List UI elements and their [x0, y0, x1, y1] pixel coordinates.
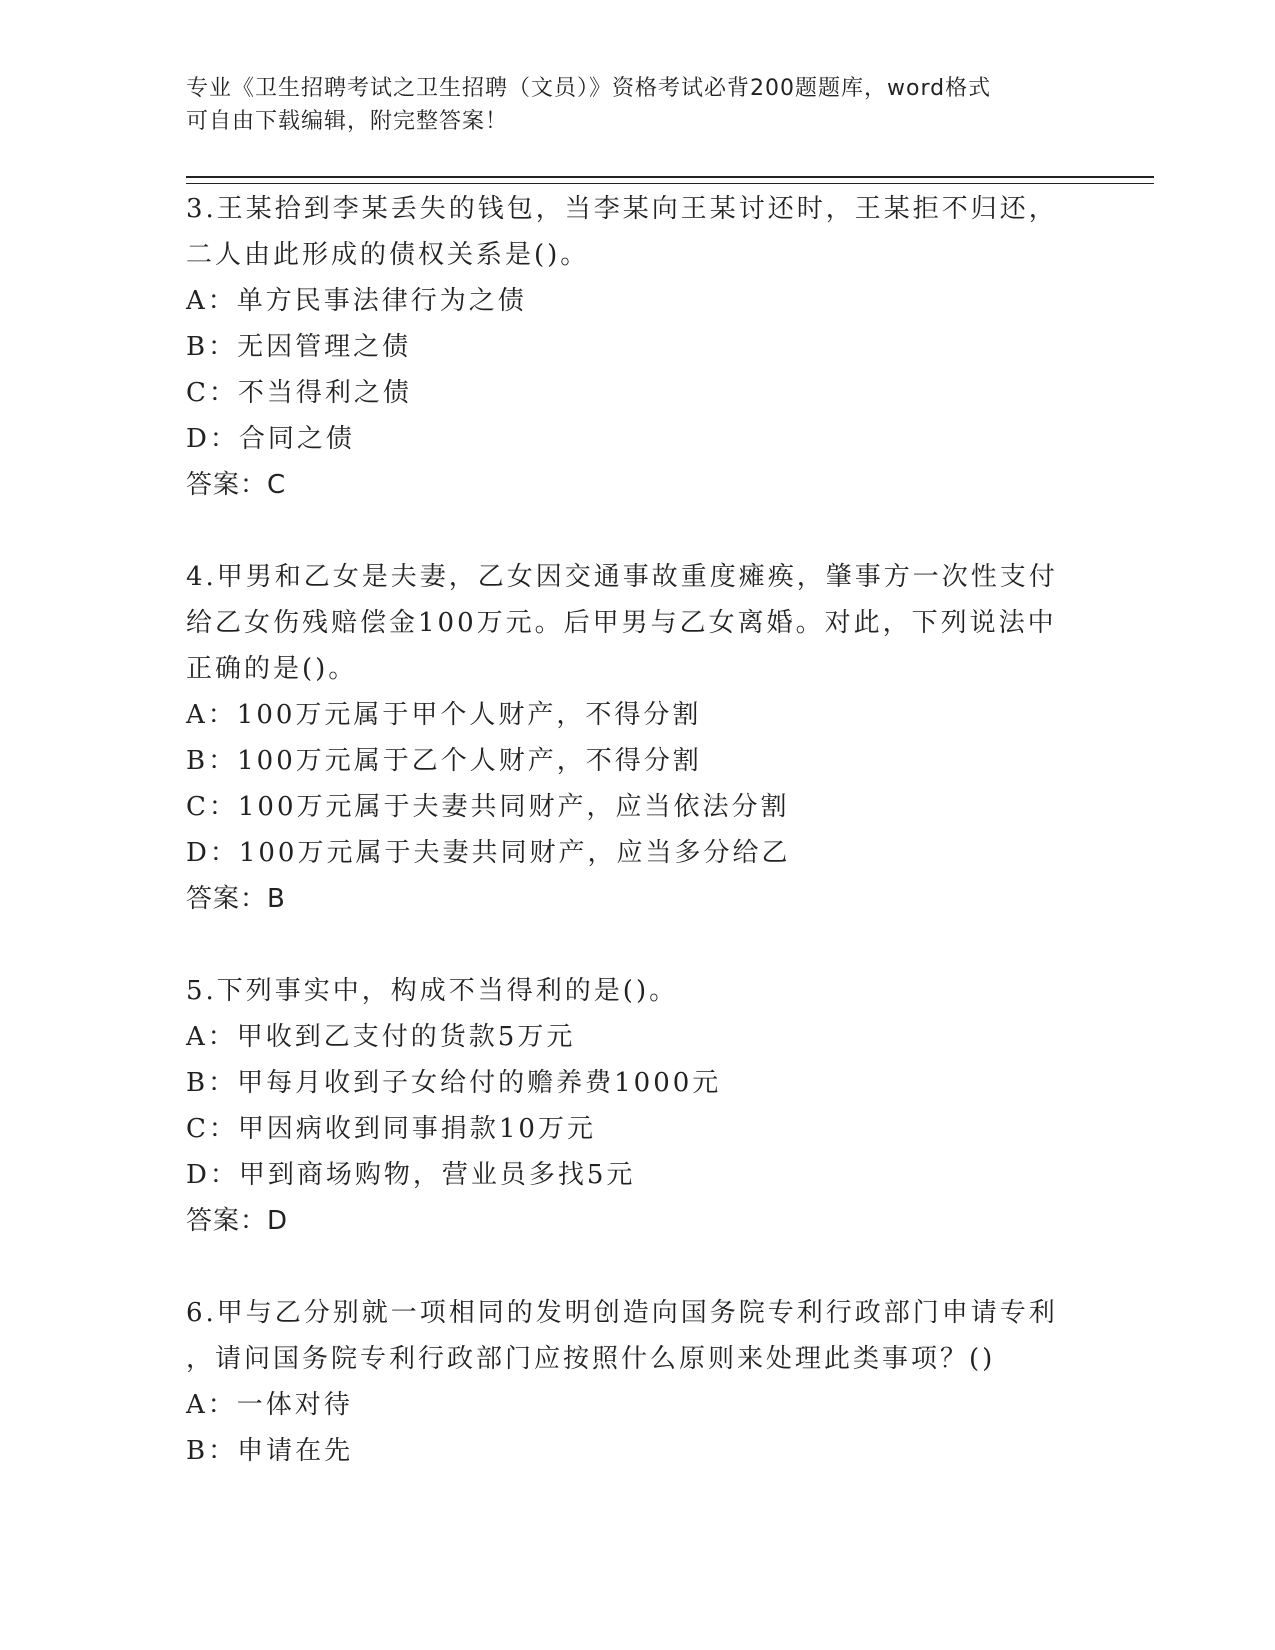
option-d: D：甲到商场购物，营业员多找5元 — [186, 1160, 636, 1190]
document-header — [186, 72, 1066, 138]
header-line-2: 可自由下载编辑，附完整答案！ — [186, 109, 509, 134]
option-b: B：无因管理之债 — [186, 332, 412, 362]
answer: 答案：B — [186, 884, 286, 914]
question-list — [186, 186, 1086, 1520]
question-text: 正确的是()。 — [186, 654, 358, 684]
question-6 — [186, 1290, 1086, 1474]
question-text: 4.甲男和乙女是夫妻，乙女因交通事故重度瘫痪，肇事方一次性支付 — [186, 562, 1058, 592]
header-line-1: 专业《卫生招聘考试之卫生招聘（文员）》资格考试必背200题题库，word格式 — [186, 76, 992, 101]
option-b: B：申请在先 — [186, 1436, 354, 1466]
question-4 — [186, 554, 1086, 922]
option-b: B：甲每月收到子女给付的赡养费1000元 — [186, 1068, 722, 1098]
question-5 — [186, 968, 1086, 1244]
question-text: 5.下列事实中，构成不当得利的是()。 — [186, 976, 679, 1006]
option-a: A：单方民事法律行为之债 — [186, 286, 527, 316]
answer: 答案：C — [186, 470, 287, 500]
option-a: A：100万元属于甲个人财产，不得分割 — [186, 700, 702, 730]
option-c: C：100万元属于夫妻共同财产，应当依法分割 — [186, 792, 790, 822]
option-d: D：合同之债 — [186, 424, 355, 454]
question-text: 3.王某拾到李某丢失的钱包，当李某向王某讨还时，王某拒不归还， — [186, 194, 1058, 224]
answer: 答案：D — [186, 1206, 289, 1236]
option-b: B：100万元属于乙个人财产，不得分割 — [186, 746, 702, 776]
question-text: 二人由此形成的债权关系是()。 — [186, 240, 590, 270]
option-a: A：一体对待 — [186, 1390, 353, 1420]
question-text: ，请问国务院专利行政部门应按照什么原则来处理此类事项？() — [186, 1344, 996, 1374]
question-text: 6.甲与乙分别就一项相同的发明创造向国务院专利行政部门申请专利 — [186, 1298, 1058, 1328]
option-c: C：甲因病收到同事捐款10万元 — [186, 1114, 596, 1144]
question-text: 给乙女伤残赔偿金100万元。后甲男与乙女离婚。对此，下列说法中 — [186, 608, 1057, 638]
question-3 — [186, 186, 1086, 508]
header-divider-thin — [186, 183, 1154, 184]
option-a: A：甲收到乙支付的货款5万元 — [186, 1022, 576, 1052]
header-divider-thick — [186, 176, 1154, 178]
option-d: D：100万元属于夫妻共同财产，应当多分给乙 — [186, 838, 791, 868]
option-c: C：不当得利之债 — [186, 378, 412, 408]
